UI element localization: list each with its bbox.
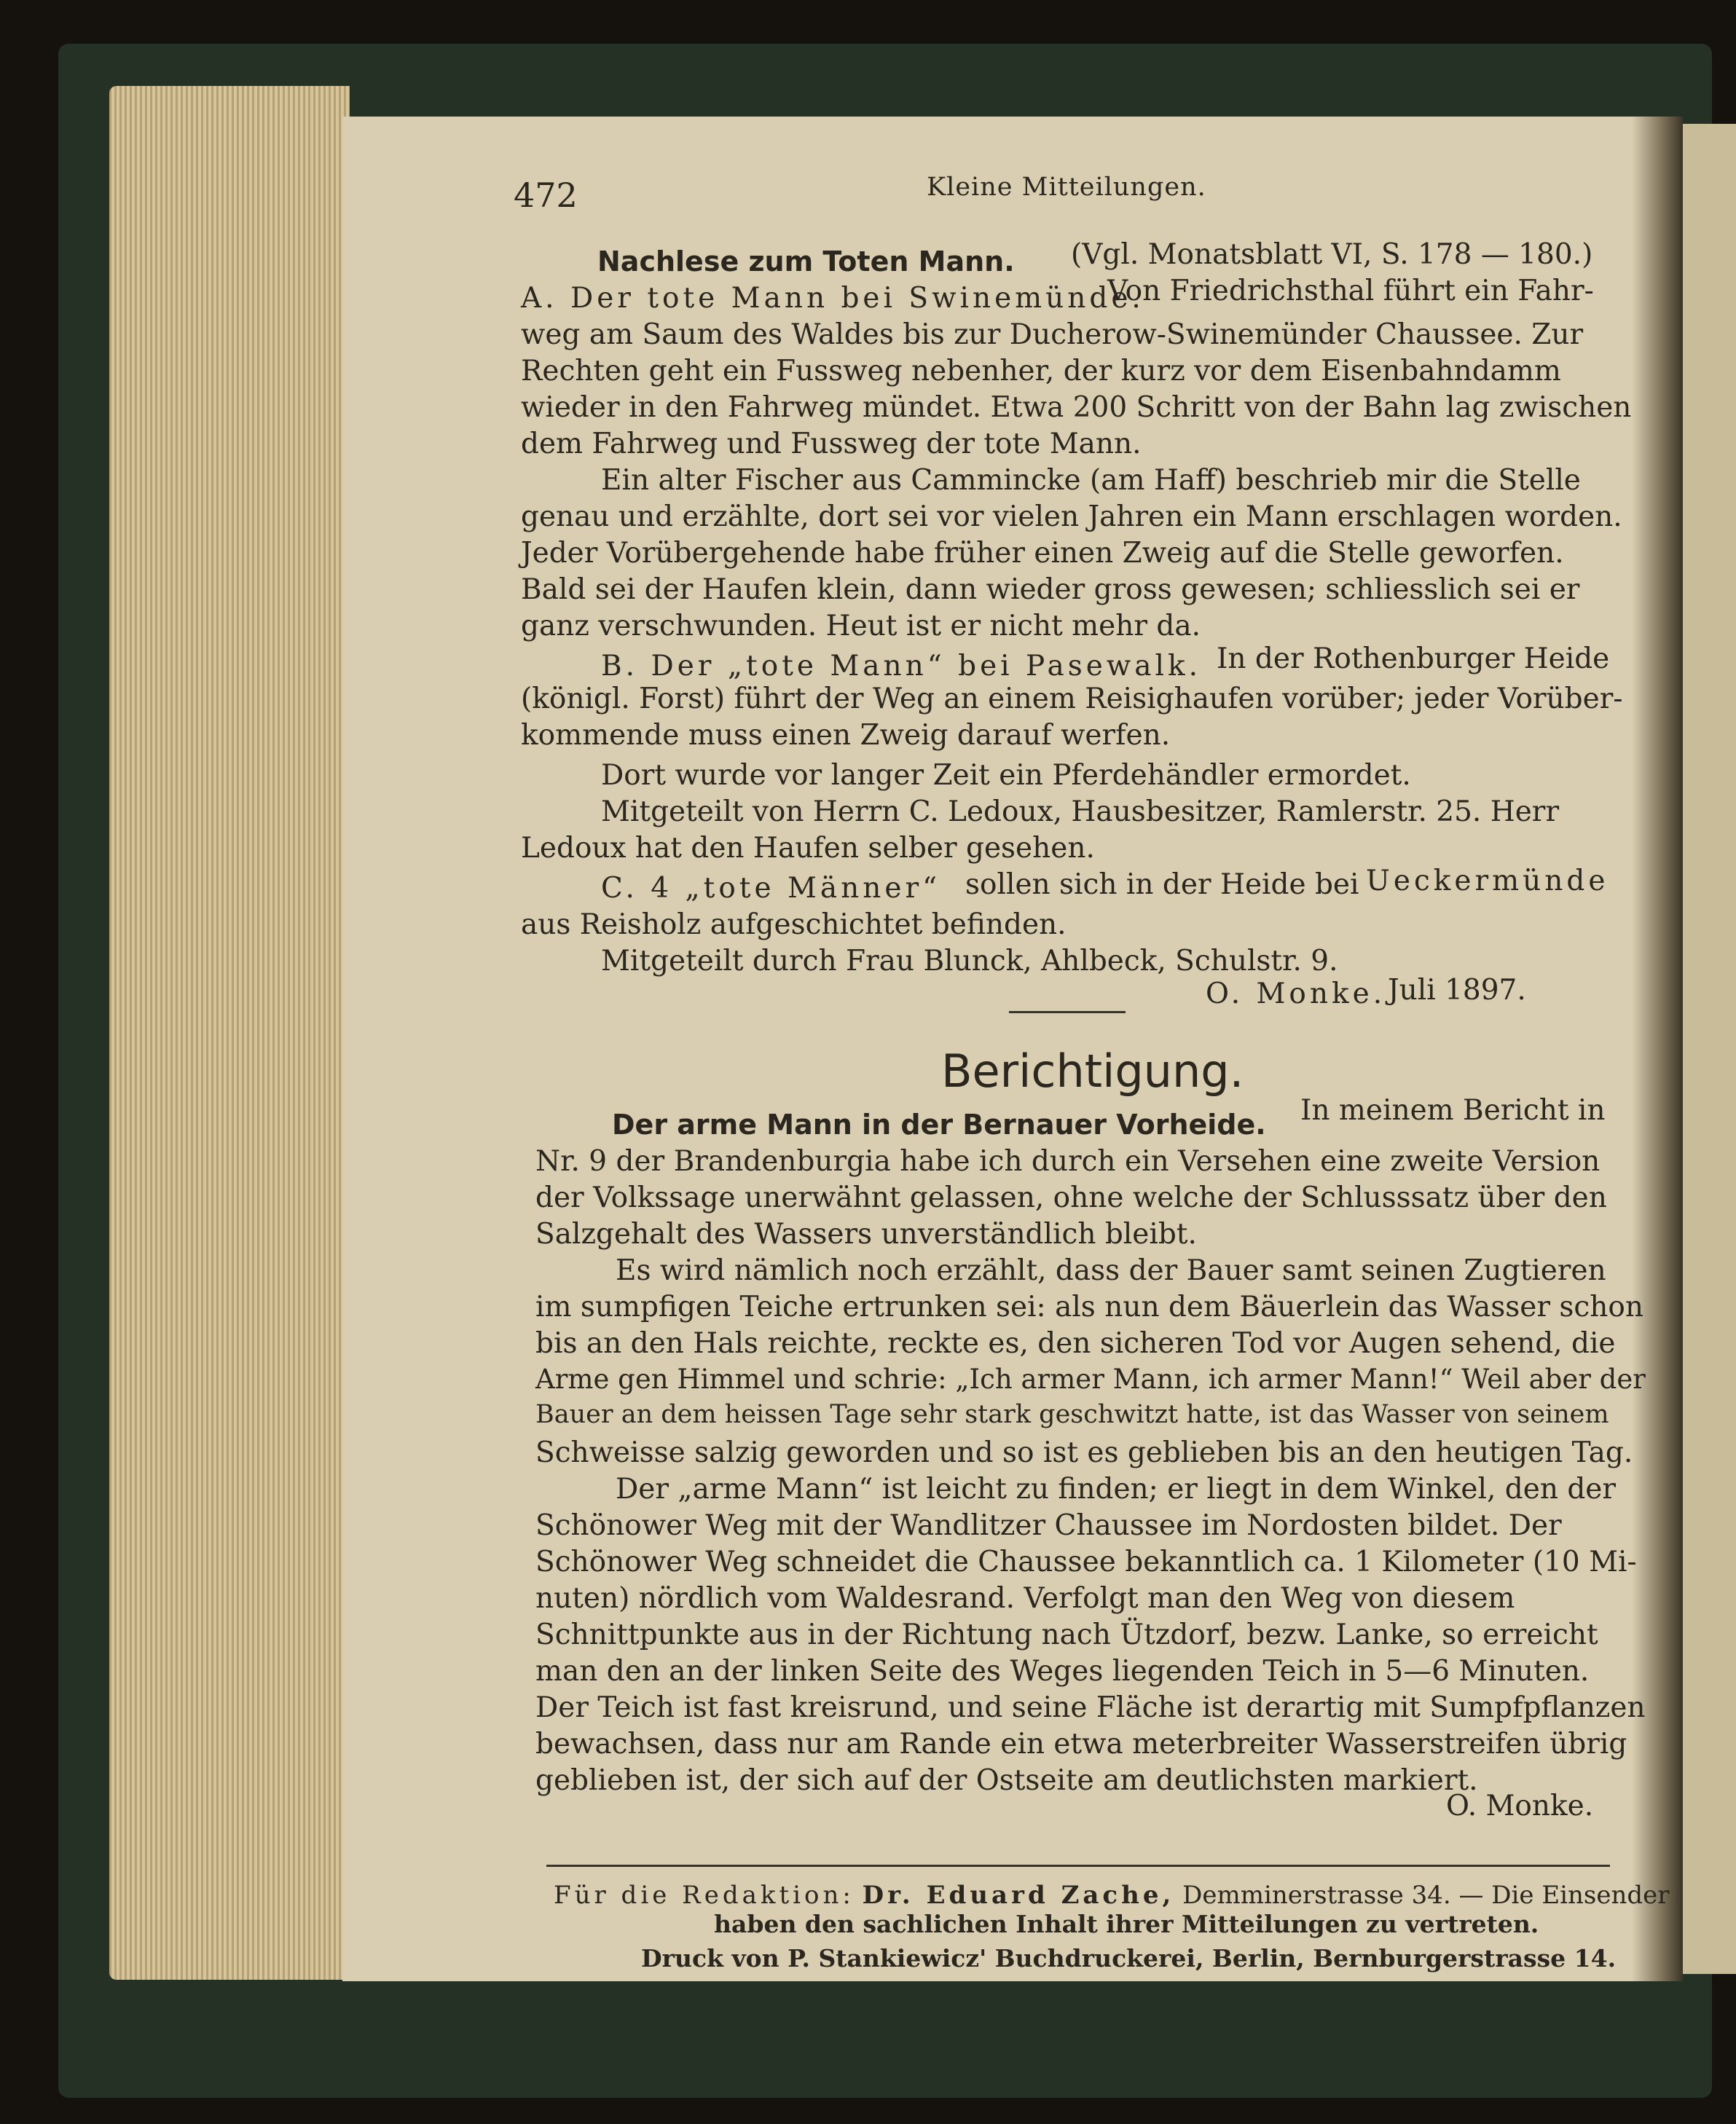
text-line: Bald sei der Haufen klein, dann wieder gross gewesen; schliesslich sei er	[521, 573, 1580, 606]
running-head: Kleine Mitteilungen.	[927, 173, 1206, 202]
text-line: aus Reisholz aufgeschichtet befinden.	[521, 908, 1067, 941]
text-line: Salzgehalt des Wassers unverständlich bleibt.	[535, 1218, 1197, 1251]
text-line: man den an der linken Seite des Weges liegenden Teich in 5—6 Minuten.	[535, 1655, 1590, 1688]
text-line: Schönower Weg schneidet die Chaussee bekanntlich ca. 1 Kilometer (10 Mi-	[535, 1546, 1637, 1578]
article-reference: (Vgl. Monatsblatt VI, S. 178 — 180.)	[1071, 238, 1593, 271]
editor-address: Demminerstrasse 34. — Die Einsender	[1182, 1881, 1670, 1910]
text-line: kommende muss einen Zweig darauf werfen.	[521, 719, 1171, 752]
editor-name: Dr. Eduard Zache,	[862, 1881, 1175, 1910]
text-line: der Volkssage unerwähnt gelassen, ohne welche der Schlusssatz über den	[535, 1181, 1607, 1214]
text-line: (königl. Forst) führt der Weg an einem Reisighaufen vorüber; jeder Vorüber-	[521, 683, 1623, 715]
section-label-a: A. Der tote Mann bei Swinemünde.	[521, 282, 1144, 315]
text-line: Bauer an dem heissen Tage sehr stark geschwitzt hatte, ist das Wasser von seinem	[535, 1400, 1609, 1429]
text-line: Arme gen Himmel und schrie: „Ich armer Mann, ich armer Mann!“ Weil aber der	[535, 1364, 1646, 1395]
redaktion-label: Für die Redaktion:	[554, 1881, 855, 1910]
article-heading: Nachlese zum Toten Mann.	[597, 245, 1015, 278]
text-line: Der „arme Mann“ ist leicht zu finden; er liegt in dem Winkel, den der	[616, 1473, 1617, 1506]
text-line: Mitgeteilt von Herrn C. Ledoux, Hausbesitzer, Ramlerstr. 25. Herr	[601, 795, 1560, 828]
text-line: In meinem Bericht in	[1300, 1094, 1606, 1127]
text-line: Dort wurde vor langer Zeit ein Pferdehändler ermordet.	[601, 759, 1411, 792]
text-line: Es wird nämlich noch erzählt, dass der Bauer samt seinen Zugtieren	[616, 1254, 1606, 1287]
facing-page	[1676, 124, 1736, 1974]
section-label-b: B. Der „tote Mann“ bei Pasewalk.	[601, 650, 1201, 683]
text-line: sollen sich in der Heide bei	[965, 868, 1359, 901]
text-line: Schönower Weg mit der Wandlitzer Chaussee im Nordosten bildet. Der	[535, 1509, 1562, 1542]
signature: O. Monke.	[1446, 1790, 1594, 1822]
text-line: bewachsen, dass nur am Rande ein etwa meterbreiter Wasserstreifen übrig	[535, 1728, 1627, 1761]
section-divider	[1009, 1011, 1126, 1013]
text-line: Ledoux hat den Haufen selber gesehen.	[521, 832, 1095, 865]
text-line: Rechten geht ein Fussweg nebenher, der kurz vor dem Eisenbahndamm	[521, 355, 1561, 388]
text-line: ganz verschwunden. Heut ist er nicht mehr da.	[521, 610, 1201, 642]
text-line: Ein alter Fischer aus Cammincke (am Haff) beschrieb mir die Stelle	[601, 464, 1581, 497]
article-title: Berichtigung.	[941, 1045, 1244, 1098]
text-line: bis an den Hals reichte, reckte es, den sicheren Tod vor Augen sehend, die	[535, 1327, 1616, 1360]
text-line: Der Teich ist fast kreisrund, und seine Fläche ist derartig mit Sumpfpflanzen	[535, 1691, 1646, 1724]
footer-rule	[546, 1865, 1610, 1867]
place-name: Ueckermünde	[1366, 865, 1609, 897]
page-number: 472	[514, 176, 578, 215]
text-line: genau und erzählte, dort sei vor vielen Jahren ein Mann erschlagen worden.	[521, 500, 1622, 533]
text-line: nuten) nördlich vom Waldesrand. Verfolgt man den Weg von diesem	[535, 1582, 1515, 1615]
text-line: weg am Saum des Waldes bis zur Ducherow-Swinemünder Chaussee. Zur	[521, 318, 1584, 351]
section-label-c: C. 4 „tote Männer“	[601, 872, 941, 905]
text-line: Mitgeteilt durch Frau Blunck, Ahlbeck, Schulstr. 9.	[601, 945, 1338, 978]
signature-date: Juli 1897.	[1388, 974, 1526, 1007]
article-subheading: Der arme Mann in der Bernauer Vorheide.	[612, 1109, 1266, 1141]
text-line: Nr. 9 der Brandenburgia habe ich durch ein Versehen eine zweite Version	[535, 1145, 1601, 1178]
footer-line-2: haben den sachlichen Inhalt ihrer Mitteilungen zu vertreten.	[714, 1910, 1539, 1938]
page-edges	[109, 86, 350, 1980]
text-line: im sumpfigen Teiche ertrunken sei: als nun dem Bäuerlein das Wasser schon	[535, 1291, 1643, 1323]
text-line: Schnittpunkte aus in der Richtung nach Ützdorf, bezw. Lanke, so erreicht	[535, 1618, 1598, 1651]
text-line: Von Friedrichsthal führt ein Fahr-	[1107, 275, 1594, 307]
text-line: geblieben ist, der sich auf der Ostseite am deutlichsten markiert.	[535, 1764, 1478, 1797]
text-line: Jeder Vorübergehende habe früher einen Zweig auf die Stelle geworfen.	[521, 537, 1564, 570]
text-line: In der Rothenburger Heide	[1217, 642, 1610, 675]
signature-name: O. Monke.	[1206, 978, 1386, 1010]
text-line: wieder in den Fahrweg mündet. Etwa 200 Schritt von der Bahn lag zwischen	[521, 391, 1632, 424]
printer-line: Druck von P. Stankiewicz' Buchdruckerei, Berlin, Bernburgerstrasse 14.	[641, 1944, 1617, 1972]
text-line: dem Fahrweg und Fussweg der tote Mann.	[521, 428, 1142, 460]
text-line: Schweisse salzig geworden und so ist es geblieben bis an den heutigen Tag.	[535, 1436, 1633, 1469]
footer-line-1	[554, 1883, 1670, 1908]
